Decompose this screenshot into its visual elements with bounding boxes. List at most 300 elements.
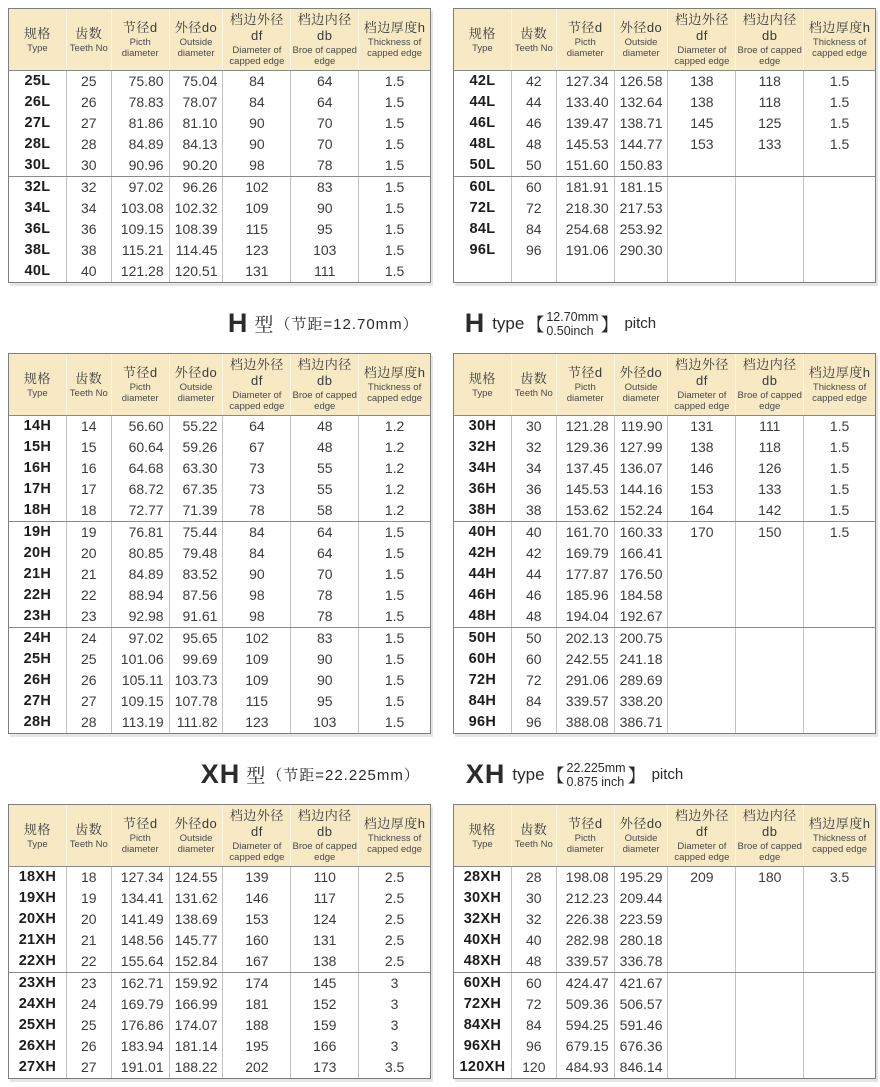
table-cell: 48	[290, 437, 358, 458]
table-cell: 55	[290, 479, 358, 500]
type-cell: 26XH	[18, 1038, 57, 1054]
table-cell	[803, 606, 875, 627]
table-cell: 84.89	[111, 134, 169, 155]
type-cell: 84L	[469, 221, 496, 237]
table-cell: 151.60	[556, 155, 614, 176]
table-cell: 1.5	[803, 437, 875, 458]
type-cell: 27XH	[18, 1059, 57, 1075]
table-cell	[803, 1057, 875, 1078]
table-cell: 40	[66, 261, 111, 282]
column-header	[358, 9, 430, 70]
table-cell: 95	[290, 219, 358, 240]
table-cell: 18	[66, 500, 111, 521]
column-header	[66, 9, 111, 70]
column-header	[614, 354, 668, 415]
table-cell: 162.71	[111, 973, 169, 994]
table-cell: 137.45	[556, 458, 614, 479]
table-cell: 217.53	[614, 198, 668, 219]
column-header-zh: 齿数	[75, 821, 103, 837]
section-xh-series	[8, 759, 876, 1079]
table-cell: 111.82	[169, 712, 223, 733]
table-cell	[667, 1036, 735, 1057]
table-cell	[803, 240, 875, 261]
column-header-zh: 规格	[23, 370, 51, 386]
table-cell: 25	[66, 1015, 111, 1036]
column-header-zh: 节径d	[567, 20, 603, 35]
table-cell: 103.08	[111, 198, 169, 219]
table-cell	[803, 951, 875, 972]
table-cell: 2.5	[358, 909, 430, 930]
table-cell: 30	[511, 888, 556, 909]
table-cell: 148.56	[111, 930, 169, 951]
table-cell: 126	[735, 458, 803, 479]
table-cell: 84.13	[169, 134, 223, 155]
column-header-zh: 档边外径df	[674, 808, 729, 839]
table-cell: 78	[222, 500, 290, 521]
table-cell: 120	[511, 1057, 556, 1078]
table-cell: 109	[222, 198, 290, 219]
table-cell: 19	[66, 522, 111, 543]
table-cell: 18	[66, 867, 111, 888]
table-cell	[735, 155, 803, 176]
column-header-en: Picth diameter	[566, 382, 604, 404]
table-cell: 75.44	[169, 522, 223, 543]
table-cell: 28	[66, 134, 111, 155]
table-cell: 145.53	[556, 479, 614, 500]
column-header-en: Thickness of capped edge	[812, 833, 868, 855]
heading-type-word-zh: 型	[246, 766, 266, 787]
table-cell: 676.36	[614, 1036, 668, 1057]
spec-table-h-left	[8, 353, 431, 734]
table-cell: 144.16	[614, 479, 668, 500]
table-cell: 152.24	[614, 500, 668, 521]
table-cell: 83.52	[169, 564, 223, 585]
spec-table-l-right	[453, 8, 876, 283]
table-cell: 24	[66, 628, 111, 649]
filler-cell	[614, 261, 668, 282]
type-cell: 26H	[23, 672, 52, 688]
type-cell: 36L	[24, 221, 51, 237]
table-cell: 131.62	[169, 888, 223, 909]
column-header	[454, 805, 511, 866]
table-cell: 226.38	[556, 909, 614, 930]
column-header-en: Picth diameter	[121, 833, 159, 855]
table-cell: 25	[66, 71, 111, 92]
column-header-zh: 档边外径df	[674, 357, 729, 388]
table-cell: 123	[222, 712, 290, 733]
table-cell: 117	[290, 888, 358, 909]
column-header-en: Type	[27, 42, 48, 54]
table-cell: 56.60	[111, 416, 169, 437]
table-cell: 131	[290, 930, 358, 951]
section-h-series	[8, 308, 876, 734]
type-cell: 34L	[24, 200, 51, 216]
table-cell: 96.26	[169, 177, 223, 198]
column-header-en: Outside diameter	[622, 382, 660, 404]
table-cell: 169.79	[111, 994, 169, 1015]
table-header-row	[9, 805, 430, 867]
column-header-en: Teeth No	[69, 42, 108, 54]
row-group	[9, 867, 430, 972]
type-cell: 40L	[24, 263, 51, 279]
table-cell: 19	[66, 888, 111, 909]
table-cell: 90	[222, 564, 290, 585]
type-cell: 28L	[24, 136, 51, 152]
row-group	[454, 176, 875, 261]
column-header-zh: 规格	[23, 821, 51, 837]
table-cell: 170	[667, 522, 735, 543]
table-cell: 68.72	[111, 479, 169, 500]
table-cell: 166	[290, 1036, 358, 1057]
table-cell: 26	[66, 1036, 111, 1057]
table-cell: 223.59	[614, 909, 668, 930]
heading-xh-english	[466, 759, 683, 790]
table-cell: 209.44	[614, 888, 668, 909]
type-cell: 44H	[468, 566, 497, 582]
table-cell	[735, 628, 803, 649]
table-cell	[735, 973, 803, 994]
column-header-zh: 规格	[468, 821, 496, 837]
table-cell: 80.85	[111, 543, 169, 564]
table-cell: 2.5	[358, 951, 430, 972]
type-cell: 40XH	[463, 932, 502, 948]
type-cell: 32L	[24, 179, 51, 195]
column-header-en: Thickness of capped edge	[367, 382, 423, 404]
column-header	[169, 9, 223, 70]
table-cell: 70	[290, 113, 358, 134]
table-cell: 36	[511, 479, 556, 500]
h-tables-row	[8, 353, 876, 734]
table-cell: 78	[290, 585, 358, 606]
table-cell: 280.18	[614, 930, 668, 951]
table-cell: 138.71	[614, 113, 668, 134]
column-header	[735, 9, 803, 70]
column-header	[169, 805, 223, 866]
type-cell: 84H	[468, 693, 497, 709]
table-cell: 78.83	[111, 92, 169, 113]
table-cell: 28	[511, 867, 556, 888]
table-cell	[735, 198, 803, 219]
table-cell: 198.08	[556, 867, 614, 888]
column-header-zh: 档边厚度h	[808, 20, 871, 35]
table-cell: 126.58	[614, 71, 668, 92]
table-cell: 153	[222, 909, 290, 930]
table-cell: 70	[290, 564, 358, 585]
table-cell: 153	[667, 134, 735, 155]
column-header	[290, 9, 358, 70]
table-cell	[667, 1015, 735, 1036]
type-cell: 28H	[23, 714, 52, 730]
table-cell	[735, 691, 803, 712]
table-cell: 3	[358, 973, 430, 994]
table-cell: 2.5	[358, 930, 430, 951]
table-cell: 88.94	[111, 585, 169, 606]
row-group	[9, 521, 430, 627]
table-cell: 192.67	[614, 606, 668, 627]
table-cell: 202	[222, 1057, 290, 1078]
type-cell: 27L	[24, 115, 51, 131]
table-cell: 98	[222, 585, 290, 606]
type-cell: 28XH	[463, 869, 502, 885]
filler-cell	[454, 261, 511, 282]
type-cell: 23H	[23, 608, 52, 624]
table-cell: 150	[735, 522, 803, 543]
column-header-zh: 档边内径db	[742, 357, 797, 388]
table-cell: 75.80	[111, 71, 169, 92]
type-cell: 14H	[23, 418, 52, 434]
filler-cell	[511, 261, 556, 282]
table-cell: 1.5	[358, 564, 430, 585]
table-cell: 64	[290, 71, 358, 92]
table-cell: 25	[66, 649, 111, 670]
table-cell	[803, 909, 875, 930]
table-cell: 242.55	[556, 649, 614, 670]
table-cell: 83	[290, 177, 358, 198]
table-cell: 108.39	[169, 219, 223, 240]
table-cell: 181.14	[169, 1036, 223, 1057]
column-header-zh: 档边内径db	[297, 357, 352, 388]
table-cell	[735, 1015, 803, 1036]
type-cell: 27H	[23, 693, 52, 709]
column-header-zh: 档边内径db	[297, 12, 352, 43]
table-cell: 1.5	[803, 479, 875, 500]
bracket-close: 】	[627, 765, 646, 786]
table-cell: 21	[66, 930, 111, 951]
column-header	[454, 9, 511, 70]
column-header-zh: 档边内径db	[297, 808, 352, 839]
column-header-zh: 节径d	[122, 20, 158, 35]
row-group	[454, 972, 875, 1078]
type-cell: 42H	[468, 545, 497, 561]
table-cell: 181.15	[614, 177, 668, 198]
table-cell	[735, 585, 803, 606]
table-cell: 90	[222, 113, 290, 134]
column-header-en: Type	[27, 838, 48, 850]
column-header	[556, 805, 614, 866]
table-cell	[667, 198, 735, 219]
table-cell	[667, 240, 735, 261]
column-header	[169, 354, 223, 415]
type-cell: 15H	[23, 439, 52, 455]
column-header	[803, 354, 875, 415]
table-cell: 103.73	[169, 670, 223, 691]
table-cell: 22	[66, 951, 111, 972]
column-header-zh: 节径d	[567, 365, 603, 380]
table-cell: 84	[511, 1015, 556, 1036]
heading-letter: H	[227, 308, 249, 338]
column-header	[9, 805, 66, 866]
type-cell: 48L	[469, 136, 496, 152]
table-cell: 1.5	[358, 92, 430, 113]
empty-filler-row	[454, 261, 875, 282]
table-cell: 97.02	[111, 628, 169, 649]
table-cell	[667, 564, 735, 585]
table-cell: 58	[290, 500, 358, 521]
table-cell: 83	[290, 628, 358, 649]
table-cell: 1.5	[803, 522, 875, 543]
table-cell: 1.5	[358, 240, 430, 261]
column-header-en: Thickness of capped edge	[812, 37, 868, 59]
table-cell	[667, 670, 735, 691]
row-group	[9, 71, 430, 176]
table-cell: 3	[358, 1036, 430, 1057]
table-cell: 48	[511, 606, 556, 627]
table-cell: 1.5	[358, 134, 430, 155]
column-header	[9, 9, 66, 70]
table-cell: 145.77	[169, 930, 223, 951]
table-cell: 27	[66, 1057, 111, 1078]
column-header-en: Thickness of capped edge	[812, 382, 868, 404]
table-cell: 200.75	[614, 628, 668, 649]
type-cell: 84XH	[463, 1017, 502, 1033]
table-cell	[667, 909, 735, 930]
table-cell: 183.94	[111, 1036, 169, 1057]
table-cell: 679.15	[556, 1036, 614, 1057]
table-cell	[803, 888, 875, 909]
table-cell: 96	[511, 240, 556, 261]
table-cell: 1.5	[803, 500, 875, 521]
table-cell: 44	[511, 564, 556, 585]
table-cell	[735, 177, 803, 198]
column-header-en: Diameter of capped edge	[674, 45, 730, 67]
column-header-en: Picth diameter	[121, 37, 159, 59]
table-cell	[667, 994, 735, 1015]
table-cell: 188	[222, 1015, 290, 1036]
heading-pitch-word: pitch	[651, 766, 684, 783]
table-cell: 72	[511, 994, 556, 1015]
row-group	[9, 972, 430, 1078]
table-cell: 339.57	[556, 951, 614, 972]
table-cell	[667, 930, 735, 951]
column-header-en: Picth diameter	[566, 37, 604, 59]
table-cell: 173	[290, 1057, 358, 1078]
type-cell: 20XH	[18, 911, 57, 927]
table-cell: 3.5	[358, 1057, 430, 1078]
column-header-en: Picth diameter	[566, 833, 604, 855]
table-cell: 60	[511, 973, 556, 994]
table-cell: 1.5	[358, 113, 430, 134]
column-header-zh: 档边厚度h	[363, 365, 426, 380]
table-cell: 103	[290, 712, 358, 733]
table-cell: 1.5	[358, 522, 430, 543]
table-cell: 139.47	[556, 113, 614, 134]
table-cell: 124.55	[169, 867, 223, 888]
table-cell: 14	[66, 416, 111, 437]
column-header-en: Teeth No	[514, 838, 553, 850]
table-cell: 846.14	[614, 1057, 668, 1078]
table-cell: 133	[735, 134, 803, 155]
row-group	[454, 71, 875, 176]
table-cell: 191.06	[556, 240, 614, 261]
table-cell	[667, 649, 735, 670]
table-cell: 64	[290, 522, 358, 543]
table-cell: 145.53	[556, 134, 614, 155]
table-cell: 118	[735, 92, 803, 113]
table-cell	[803, 930, 875, 951]
table-cell: 84.89	[111, 564, 169, 585]
pitch-mm: 22.225mm	[566, 760, 626, 775]
table-cell: 95.65	[169, 628, 223, 649]
column-header-zh: 档边外径df	[674, 12, 729, 43]
column-header-zh: 外径do	[174, 365, 218, 380]
table-cell: 160	[222, 930, 290, 951]
table-cell	[667, 1057, 735, 1078]
table-cell	[803, 543, 875, 564]
table-cell: 1.5	[358, 585, 430, 606]
column-header-zh: 齿数	[520, 370, 548, 386]
row-group	[454, 627, 875, 733]
table-cell	[735, 543, 803, 564]
type-cell: 46H	[468, 587, 497, 603]
table-cell: 26	[66, 92, 111, 113]
table-cell: 38	[66, 240, 111, 261]
column-header-zh: 规格	[23, 25, 51, 41]
type-cell: 26L	[24, 94, 51, 110]
table-cell	[803, 973, 875, 994]
column-header-zh: 节径d	[567, 816, 603, 831]
table-cell: 111	[290, 261, 358, 282]
column-header	[614, 805, 668, 866]
type-cell: 21XH	[18, 932, 57, 948]
column-header	[290, 354, 358, 415]
table-cell: 1.5	[358, 712, 430, 733]
table-cell: 484.93	[556, 1057, 614, 1078]
table-cell: 195.29	[614, 867, 668, 888]
table-cell: 78	[290, 155, 358, 176]
table-cell	[735, 888, 803, 909]
type-cell: 16H	[23, 460, 52, 476]
column-header-en: Diameter of capped edge	[674, 390, 730, 412]
table-cell: 202.13	[556, 628, 614, 649]
table-cell: 48	[290, 416, 358, 437]
table-cell	[735, 219, 803, 240]
table-cell: 38	[511, 500, 556, 521]
table-cell: 1.2	[358, 416, 430, 437]
column-header-en: Teeth No	[69, 387, 108, 399]
table-cell: 1.5	[803, 134, 875, 155]
table-cell: 177.87	[556, 564, 614, 585]
table-cell: 152	[290, 994, 358, 1015]
table-cell: 114.45	[169, 240, 223, 261]
column-header-zh: 档边厚度h	[808, 365, 871, 380]
type-cell: 60L	[469, 179, 496, 195]
table-cell: 24	[66, 994, 111, 1015]
table-cell: 115	[222, 691, 290, 712]
table-cell: 44	[511, 92, 556, 113]
table-cell: 103	[290, 240, 358, 261]
table-cell: 121.28	[556, 416, 614, 437]
table-cell: 1.5	[358, 177, 430, 198]
type-cell: 60H	[468, 651, 497, 667]
table-cell: 509.36	[556, 994, 614, 1015]
table-cell: 166.41	[614, 543, 668, 564]
column-header-zh: 齿数	[520, 821, 548, 837]
column-header-en: Diameter of capped edge	[229, 390, 285, 412]
table-cell: 101.06	[111, 649, 169, 670]
pitch-values	[567, 761, 626, 789]
filler-cell	[667, 261, 735, 282]
column-header-zh: 档边外径df	[229, 12, 284, 43]
table-cell: 99.69	[169, 649, 223, 670]
table-cell: 138	[290, 951, 358, 972]
column-header-zh: 档边厚度h	[808, 816, 871, 831]
heading-letter: H	[464, 308, 486, 338]
table-cell: 152.84	[169, 951, 223, 972]
type-cell: 72L	[469, 200, 496, 216]
row-group	[9, 627, 430, 733]
table-cell: 209	[667, 867, 735, 888]
table-cell: 84	[222, 543, 290, 564]
